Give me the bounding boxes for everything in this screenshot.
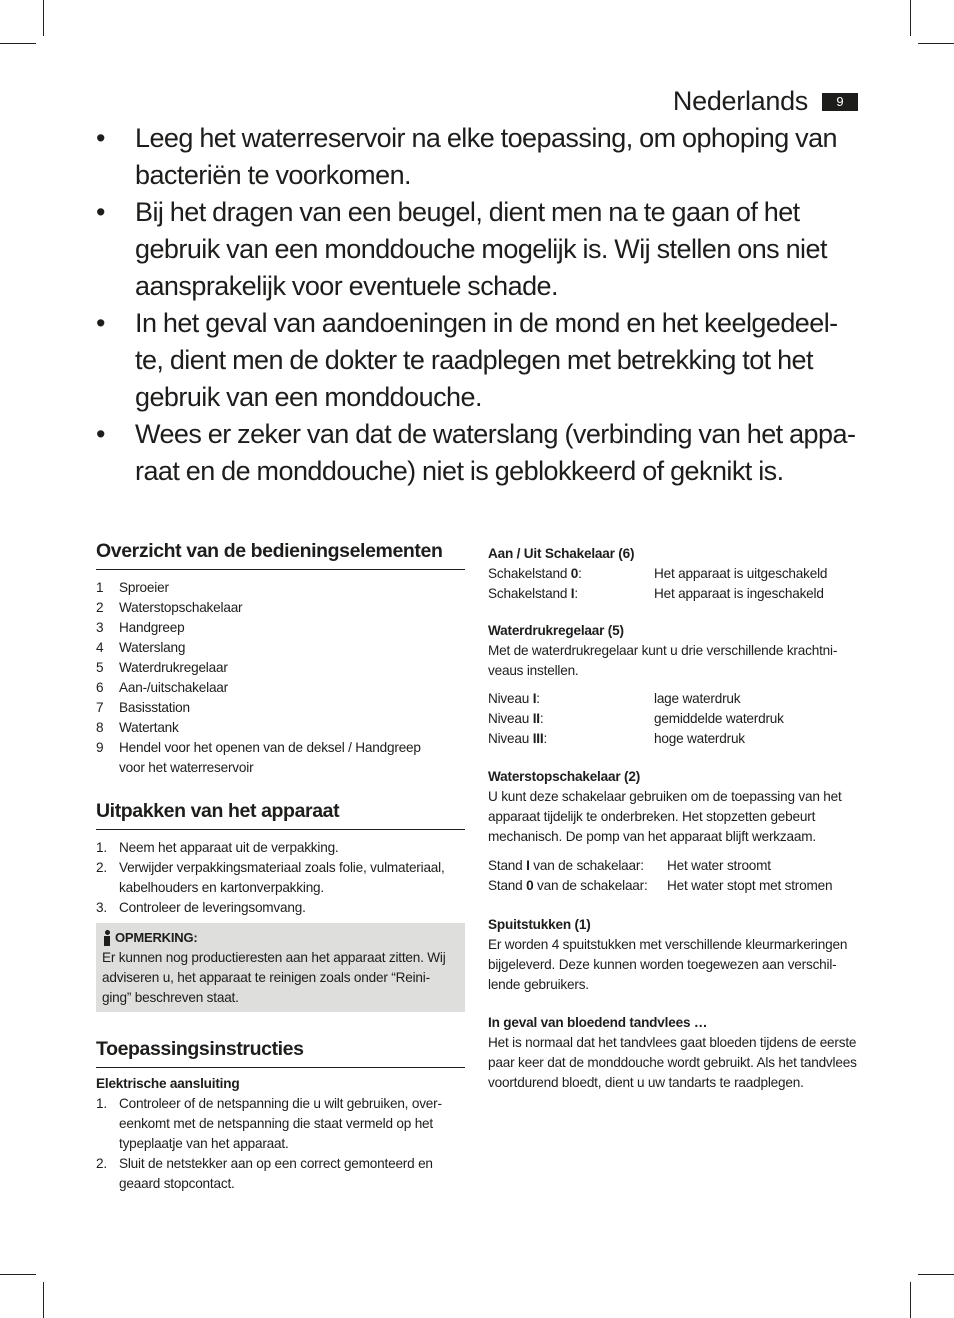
list-item — [96, 678, 465, 698]
bullet-symbol: • — [96, 308, 105, 338]
list-text: geaard stopcontact. — [119, 1176, 235, 1191]
list-text: Controleer of de netspanning die u wilt gebruiken, over- — [119, 1096, 442, 1111]
list-text: Waterdrukregelaar — [119, 660, 228, 675]
bullet-line: In het geval van aandoeningen in de mond en het keelgedeel- — [135, 308, 838, 338]
bullet-line: raat en de monddouche) niet is geblokkeerd of geknikt is. — [135, 456, 784, 486]
bullet-symbol: • — [96, 197, 105, 227]
list-number: 8 — [96, 720, 104, 735]
setting-value: Het water stopt met stromen — [667, 878, 833, 893]
paragraph-line: lende gebruikers. — [488, 977, 589, 992]
instruction-steps — [96, 1094, 465, 1194]
unpack-steps — [96, 838, 465, 918]
paragraph-line: mechanisch. De pomp van het apparaat blijft werkzaam. — [488, 829, 816, 844]
safety-bullet — [96, 416, 858, 490]
list-item — [96, 718, 465, 738]
setting-row — [488, 729, 860, 749]
subhead-waterstop: Waterstopschakelaar (2) — [488, 769, 641, 784]
bullet-symbol: • — [96, 419, 105, 449]
subhead-power-switch: Aan / Uit Schakelaar (6) — [488, 546, 635, 561]
safety-bullet — [96, 120, 858, 194]
setting-label: Stand — [488, 858, 527, 873]
list-text: Verwijder verpakkingsmateriaal zoals folie, vulmateriaal, — [119, 860, 445, 875]
setting-label: Niveau — [488, 691, 533, 706]
setting-value: hoge waterdruk — [654, 731, 745, 746]
crop-mark — [910, 1282, 911, 1318]
list-number: 7 — [96, 700, 104, 715]
setting-label-bold: I — [532, 691, 537, 706]
setting-label: : — [543, 731, 548, 746]
note-line: adviseren u, het apparaat te reinigen zoals onder “Reini- — [102, 970, 430, 985]
list-item — [96, 658, 465, 678]
list-number: 3 — [96, 620, 104, 635]
bullet-line: Leeg het waterreservoir na elke toepassing, om ophoping van — [135, 123, 838, 153]
bullet-line: aansprakelijk voor eventuele schade. — [135, 271, 558, 301]
bullet-line: gebruik van een monddouche. — [135, 382, 482, 412]
list-item — [96, 598, 465, 618]
list-number: 6 — [96, 680, 104, 695]
safety-bullet — [96, 194, 858, 305]
list-item — [96, 618, 465, 638]
paragraph-line: paar keer dat de monddouche wordt gebruikt. Als het tandvlees — [488, 1055, 857, 1070]
setting-label: Stand — [488, 878, 527, 893]
setting-label: : — [574, 586, 578, 601]
section-title-instructions: Toepassingsinstructies — [96, 1038, 465, 1068]
setting-label: Niveau — [488, 731, 533, 746]
setting-row — [488, 709, 860, 729]
list-text: Handgreep — [119, 620, 185, 635]
section-title-unpack: Uitpakken van het apparaat — [96, 800, 465, 830]
list-number: 1. — [96, 1096, 107, 1111]
list-number: 1. — [96, 840, 107, 855]
paragraph-line: voortdurend bloedt, dient u uw tandarts te raadplegen. — [488, 1075, 804, 1090]
crop-mark — [43, 1282, 44, 1318]
setting-label: Schakelstand — [488, 586, 571, 601]
setting-row — [488, 876, 860, 896]
list-number: 2. — [96, 1156, 107, 1171]
subhead-bleeding: In geval van bloedend tandvlees … — [488, 1015, 708, 1030]
list-text: Watertank — [119, 720, 179, 735]
setting-value: Het apparaat is uitgeschakeld — [654, 566, 828, 581]
setting-label-bold: 0 — [570, 566, 579, 581]
crop-mark — [0, 1274, 36, 1275]
list-text: Hendel voor het openen van de deksel / Handgreep — [119, 740, 421, 755]
setting-value: lage waterdruk — [654, 691, 741, 706]
info-icon — [102, 930, 112, 946]
setting-value: gemiddelde waterdruk — [654, 711, 784, 726]
subhead-pressure: Waterdrukregelaar (5) — [488, 623, 624, 638]
note-heading-text: OPMERKING: — [115, 930, 198, 945]
setting-label: : — [539, 711, 544, 726]
list-item — [96, 638, 465, 658]
bullet-line: Wees er zeker van dat de waterslang (verbinding van het appa- — [135, 419, 856, 449]
safety-bullet — [96, 305, 858, 416]
list-text: eenkomt met de netspanning die staat vermeld op het — [119, 1116, 433, 1131]
setting-row — [488, 584, 860, 604]
setting-value: Het apparaat is ingeschakeld — [654, 586, 824, 601]
list-item — [96, 738, 465, 778]
setting-row — [488, 689, 860, 709]
safety-bullet-list — [96, 120, 858, 490]
paragraph-line: U kunt deze schakelaar gebruiken om de toepassing van het — [488, 789, 842, 804]
crop-mark — [918, 1274, 954, 1275]
list-item — [96, 1154, 465, 1194]
list-number: 4 — [96, 640, 104, 655]
list-text: Waterstopschakelaar — [119, 600, 243, 615]
list-item — [96, 838, 465, 858]
list-number: 2. — [96, 860, 107, 875]
list-item — [96, 858, 465, 898]
setting-label-bold: II — [532, 711, 540, 726]
bullet-line: te, dient men de dokter te raadplegen met betrekking tot het — [135, 345, 813, 375]
setting-label-bold: I — [570, 586, 575, 601]
bullet-line: gebruik van een monddouche mogelijk is. Wij stellen ons niet — [135, 234, 827, 264]
note-line: ging” beschreven staat. — [102, 990, 239, 1005]
list-item — [96, 898, 465, 918]
setting-label: : — [578, 566, 582, 581]
subhead-nozzles: Spuitstukken (1) — [488, 917, 591, 932]
list-text: voor het waterreservoir — [119, 760, 254, 775]
list-text: Waterslang — [119, 640, 186, 655]
right-column — [488, 546, 860, 1093]
left-column — [96, 540, 465, 1194]
list-item — [96, 578, 465, 598]
list-number: 2 — [96, 600, 104, 615]
note-line: Er kunnen nog productieresten aan het apparaat zitten. Wij — [102, 950, 446, 965]
controls-list — [96, 578, 465, 778]
page-header — [673, 86, 858, 117]
page-number-badge: 9 — [822, 93, 858, 111]
list-text: Controleer de leveringsomvang. — [119, 900, 306, 915]
section-title-overview: Overzicht van de bedieningselementen — [96, 540, 465, 570]
setting-label-bold: III — [532, 731, 544, 746]
setting-label: Niveau — [488, 711, 533, 726]
list-text: typeplaatje van het apparaat. — [119, 1136, 289, 1151]
setting-label: van de schakelaar: — [533, 878, 648, 893]
list-number: 1 — [96, 580, 104, 595]
setting-label-bold: I — [526, 858, 530, 873]
setting-label: : — [536, 691, 540, 706]
bullet-line: bacteriën te voorkomen. — [135, 160, 412, 190]
bullet-symbol: • — [96, 123, 105, 153]
list-text: Aan-/uitschakelaar — [119, 680, 228, 695]
subhead-electrical: Elektrische aansluiting — [96, 1076, 240, 1091]
setting-row — [488, 856, 860, 876]
list-item — [96, 1094, 465, 1154]
crop-mark — [910, 0, 911, 36]
list-text: Sluit de netstekker aan op een correct gemonteerd en — [119, 1156, 433, 1171]
setting-label-bold: 0 — [526, 878, 534, 893]
list-number: 3. — [96, 900, 107, 915]
list-item — [96, 698, 465, 718]
paragraph-line: Er worden 4 spuitstukken met verschillende kleurmarkeringen — [488, 937, 848, 952]
setting-label: van de schakelaar: — [529, 858, 644, 873]
setting-row — [488, 564, 860, 584]
list-number: 5 — [96, 660, 104, 675]
list-text: kabelhouders en kartonverpakking. — [119, 880, 324, 895]
paragraph-line: veaus instellen. — [488, 663, 579, 678]
paragraph-line: Met de waterdrukregelaar kunt u drie verschillende krachtni- — [488, 643, 838, 658]
list-text: Basisstation — [119, 700, 190, 715]
bullet-line: Bij het dragen van een beugel, dient men na te gaan of het — [135, 197, 800, 227]
language-title: Nederlands — [672, 86, 808, 116]
crop-mark — [0, 43, 36, 44]
note-heading — [102, 928, 459, 948]
setting-value: Het water stroomt — [667, 858, 771, 873]
paragraph-line: Het is normaal dat het tandvlees gaat bloeden tijdens de eerste — [488, 1035, 857, 1050]
list-text: Neem het apparaat uit de verpakking. — [119, 840, 339, 855]
crop-mark — [918, 43, 954, 44]
list-number: 9 — [96, 740, 104, 755]
crop-mark — [43, 0, 44, 36]
note-box — [96, 923, 465, 1012]
list-text: Sproeier — [119, 580, 169, 595]
setting-label: Schakelstand — [488, 566, 571, 581]
paragraph-line: apparaat tijdelijk te onderbreken. Het stopzetten gebeurt — [488, 809, 816, 824]
paragraph-line: bijgeleverd. Deze kunnen worden toegewezen aan verschil- — [488, 957, 837, 972]
